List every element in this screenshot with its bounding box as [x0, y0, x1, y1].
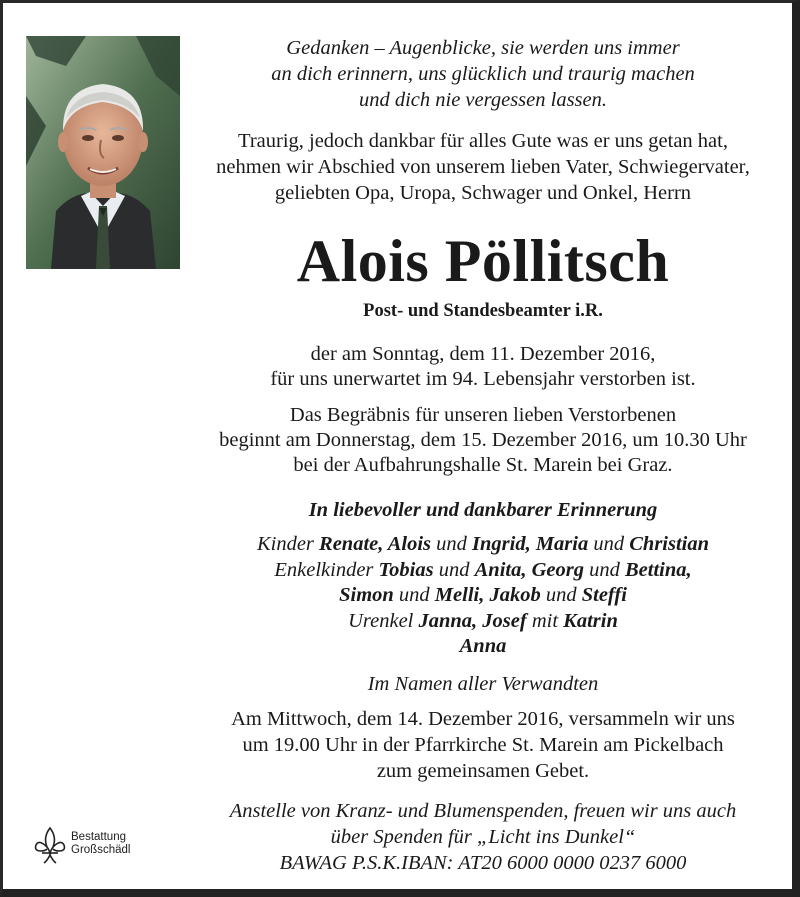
children-line: [153, 532, 800, 558]
grandchildren-names: Bettina,: [624, 558, 692, 581]
grandchildren-names: Steffi: [581, 584, 627, 606]
intro-line: Traurig, jedoch dankbar für alles Gute was er uns getan hat,: [238, 130, 728, 152]
funeral-line: bei der Aufbahrungshalle St. Marein bei Graz.: [293, 454, 673, 476]
grandchildren-names: Melli, Jakob: [434, 584, 541, 606]
children-names: Ingrid, Maria: [472, 533, 589, 555]
deceased-name: Alois Pöllitsch: [296, 228, 670, 294]
grandchildren-label: Enkelkinder: [274, 558, 374, 581]
motto-line: an dich erinnern, uns glücklich und traurig machen: [271, 63, 695, 85]
children-names: Renate, Alois: [319, 533, 432, 555]
intro-line: nehmen wir Abschied von unserem lieben Vater, Schwiegervater,: [216, 156, 750, 178]
family-list: [153, 532, 800, 660]
relatives-note: Im Namen aller Verwandten: [367, 673, 599, 695]
logo-line: Großschädl: [71, 844, 131, 856]
portrait-illustration: [26, 36, 180, 269]
fleur-de-lis-icon: [33, 825, 67, 867]
donation-note: [153, 798, 800, 876]
funeral-notice: [153, 403, 800, 478]
funeral-home-logo: [33, 823, 143, 871]
grandchildren-names: Tobias: [378, 558, 434, 581]
prayer-gathering: [153, 706, 800, 784]
motto-line: Gedanken – Augenblicke, sie werden uns immer: [286, 37, 680, 59]
motto: [183, 35, 783, 113]
conjunction: und: [436, 533, 467, 555]
funeral-line: beginnt am Donnerstag, dem 15. Dezember 2016, um 10.30 Uhr: [219, 429, 747, 451]
conjunction: mit: [531, 609, 559, 632]
conjunction: und: [589, 558, 620, 581]
grandchildren-line: [153, 583, 800, 609]
children-names: Christian: [629, 533, 710, 555]
deceased-occupation: Post- und Standesbeamter i.R.: [363, 301, 603, 321]
funeral-line: Das Begräbnis für unseren lieben Verstorbenen: [289, 404, 677, 426]
conjunction: und: [438, 558, 470, 581]
intro-line: geliebten Opa, Uropa, Schwager und Onkel, Herrn: [274, 182, 692, 204]
conjunction: und: [398, 584, 430, 606]
donation-iban: BAWAG P.S.K.IBAN: AT20 6000 0000 0237 6000: [279, 852, 687, 874]
donation-line: Anstelle von Kranz- und Blumenspenden, freuen wir uns auch: [229, 800, 737, 822]
great-grandchildren-names: Anna: [459, 635, 507, 657]
great-grandchildren-label: Urenkel: [348, 609, 414, 632]
grandchildren-names: Simon: [339, 584, 394, 606]
conjunction: und: [545, 584, 577, 606]
great-grandchildren-line: [153, 609, 800, 635]
children-label: Kinder: [256, 533, 314, 555]
death-line: der am Sonntag, dem 11. Dezember 2016,: [310, 343, 656, 365]
logo-text: [71, 831, 130, 857]
grandchildren-names: Anita, Georg: [474, 558, 584, 581]
donation-line: über Spenden für „Licht ins Dunkel“: [330, 826, 636, 848]
logo-line: Bestattung: [71, 831, 126, 843]
gathering-line: Am Mittwoch, dem 14. Dezember 2016, versammeln wir uns: [231, 708, 735, 730]
conjunction: und: [593, 533, 625, 555]
farewell-intro: [183, 128, 783, 206]
great-grandchildren-names: Katrin: [563, 609, 618, 632]
death-notice: [183, 342, 783, 392]
death-line: für uns unerwartet im 94. Lebensjahr verstorben ist.: [270, 368, 696, 390]
remembrance-heading: In liebevoller und dankbarer Erinnerung: [308, 499, 658, 521]
gathering-line: zum gemeinsamen Gebet.: [376, 760, 590, 782]
great-grandchildren-line: [153, 634, 800, 660]
gathering-line: um 19.00 Uhr in der Pfarrkirche St. Marein am Pickelbach: [242, 734, 724, 756]
grandchildren-line: [153, 558, 800, 584]
portrait-photo: [26, 36, 180, 269]
great-grandchildren-names: Janna, Josef: [418, 609, 527, 632]
motto-line: und dich nie vergessen lassen.: [358, 89, 608, 111]
